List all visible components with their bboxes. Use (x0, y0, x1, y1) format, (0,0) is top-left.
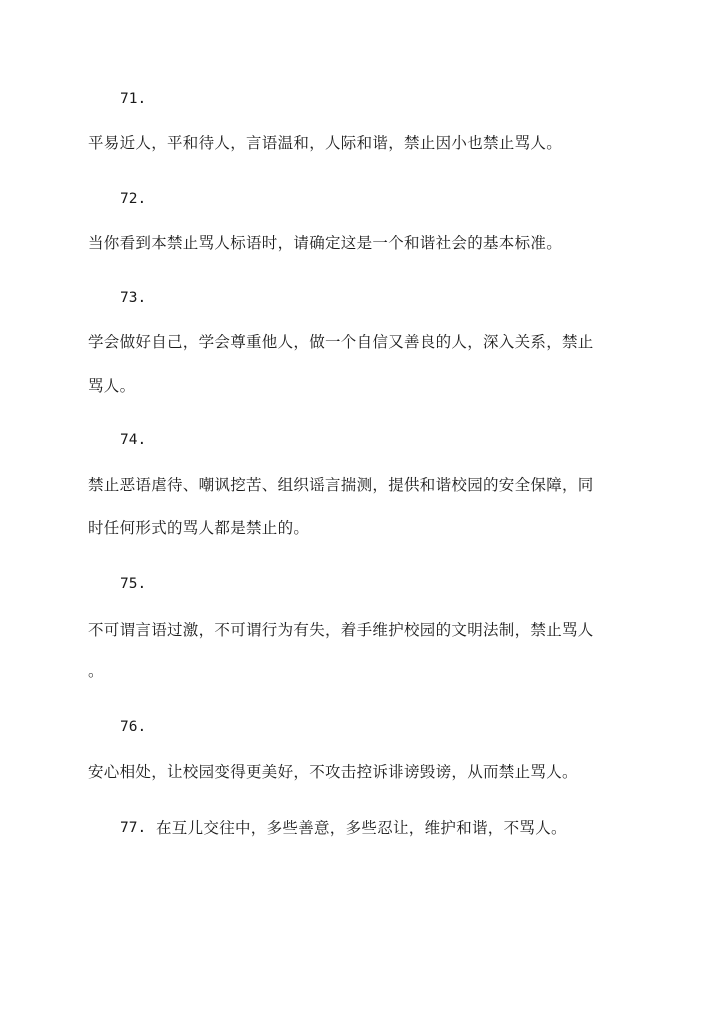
item-72-number: 72. (120, 191, 147, 207)
item-74-number: 74. (120, 432, 147, 448)
item-74-text-line-2: 时任何形式的骂人都是禁止的。 (88, 519, 310, 537)
item-74-text-line-1: 禁止恶语虐待、嘲讽挖苦、组织谣言揣测，提供和谐校园的安全保障，同 (88, 476, 594, 494)
item-73-text-line-2: 骂人。 (88, 377, 136, 395)
item-77-number: 77. (120, 820, 147, 836)
item-77-text: 在互儿交往中，多些善意，多些忍让，维护和谐，不骂人。 (156, 819, 567, 837)
item-71-text: 平易近人，平和待人，言语温和，人际和谐，禁止因小也禁止骂人。 (88, 134, 563, 152)
item-75-number: 75. (120, 576, 147, 592)
item-76-text: 安心相处，让校园变得更美好，不攻击控诉诽谤毁谤，从而禁止骂人。 (88, 763, 578, 781)
item-75-text-line-2: 。 (88, 662, 104, 680)
item-75-text-line-1: 不可谓言语过激，不可谓行为有失，着手维护校园的文明法制，禁止骂人 (88, 621, 594, 639)
item-73-text-line-1: 学会做好自己，学会尊重他人，做一个自信又善良的人，深入关系，禁止 (88, 333, 594, 351)
item-76-number: 76. (120, 719, 147, 735)
item-72-text: 当你看到本禁止骂人标语时，请确定这是一个和谐社会的基本标准。 (88, 234, 563, 252)
item-71-number: 71. (120, 91, 147, 107)
item-73-number: 73. (120, 290, 147, 306)
